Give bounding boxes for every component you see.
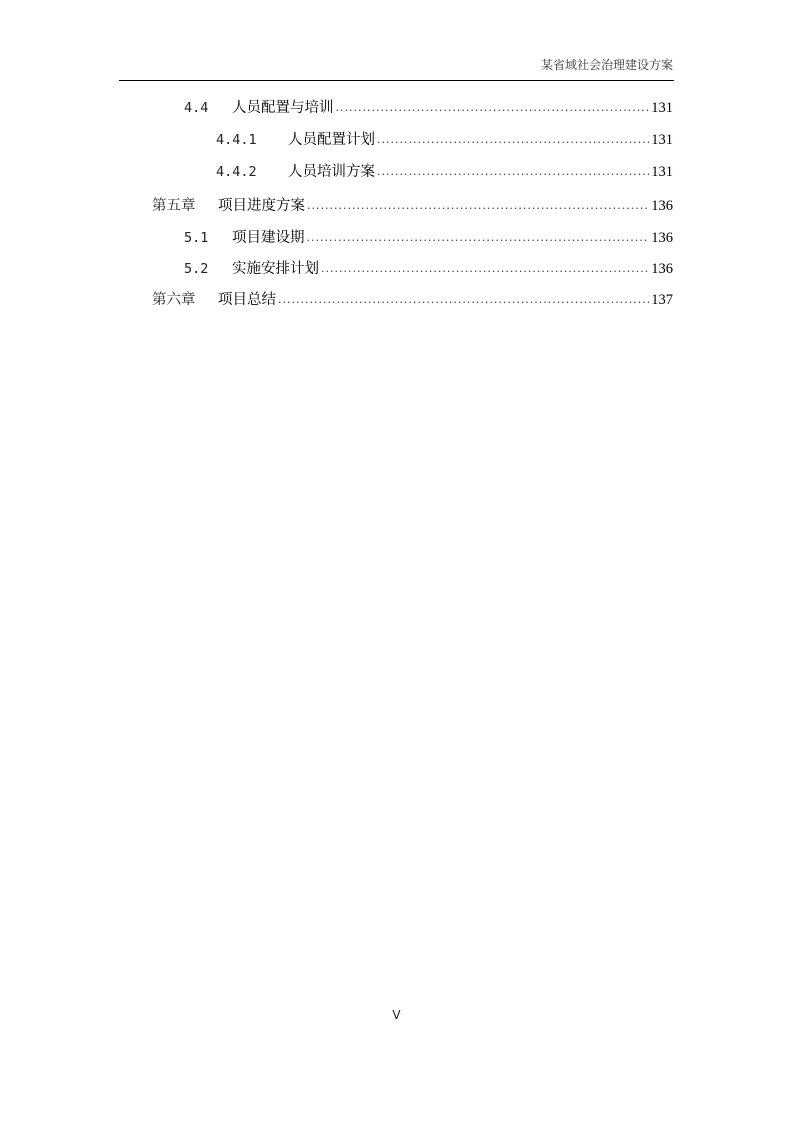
toc-entry-page: 136 — [651, 198, 673, 214]
toc-entry-title: 人员培训方案 — [288, 164, 375, 180]
toc-entry-page: 136 — [651, 230, 673, 246]
toc-dot-leader — [377, 165, 649, 178]
toc-entry-number: 第五章 — [152, 198, 196, 214]
toc-entry-4-4-2[interactable] — [216, 160, 673, 182]
toc-entry-5-1[interactable] — [184, 226, 673, 248]
toc-entry-title: 人员配置计划 — [288, 132, 375, 148]
toc-entry-4-4[interactable] — [184, 96, 673, 118]
toc-entry-title: 项目总结 — [218, 292, 276, 308]
toc-entry-5-2[interactable] — [184, 257, 673, 279]
toc-entry-page: 131 — [651, 164, 673, 180]
toc-entry-number: 4.4.1 — [216, 132, 257, 148]
toc-entry-number: 5.1 — [184, 230, 209, 246]
toc-dot-leader — [321, 262, 649, 275]
toc-dot-leader — [307, 199, 649, 212]
toc-entry-number: 4.4 — [184, 100, 209, 116]
toc-entry-page: 131 — [651, 100, 673, 116]
toc-dot-leader — [377, 133, 649, 146]
toc-entry-chapter-5[interactable] — [152, 194, 673, 216]
toc-dot-leader — [307, 231, 650, 244]
header-divider — [119, 80, 674, 81]
toc-entry-page: 137 — [651, 292, 673, 308]
toc-entry-title: 项目进度方案 — [218, 198, 305, 214]
toc-entry-number: 4.4.2 — [216, 164, 257, 180]
toc-entry-number: 第六章 — [152, 292, 196, 308]
document-header-title: 某省域社会治理建设方案 — [540, 58, 673, 72]
toc-entry-title: 实施安排计划 — [232, 261, 319, 277]
toc-entry-page: 136 — [651, 261, 673, 277]
toc-entry-chapter-6[interactable] — [152, 288, 673, 310]
toc-entry-title: 人员配置与培训 — [232, 100, 334, 116]
page-number: V — [392, 1008, 401, 1022]
toc-entry-4-4-1[interactable] — [216, 128, 673, 150]
toc-entry-page: 131 — [651, 132, 673, 148]
toc-dot-leader — [278, 293, 649, 306]
toc-entry-title: 项目建设期 — [232, 230, 305, 246]
toc-entry-number: 5.2 — [184, 261, 209, 277]
toc-dot-leader — [336, 101, 650, 114]
